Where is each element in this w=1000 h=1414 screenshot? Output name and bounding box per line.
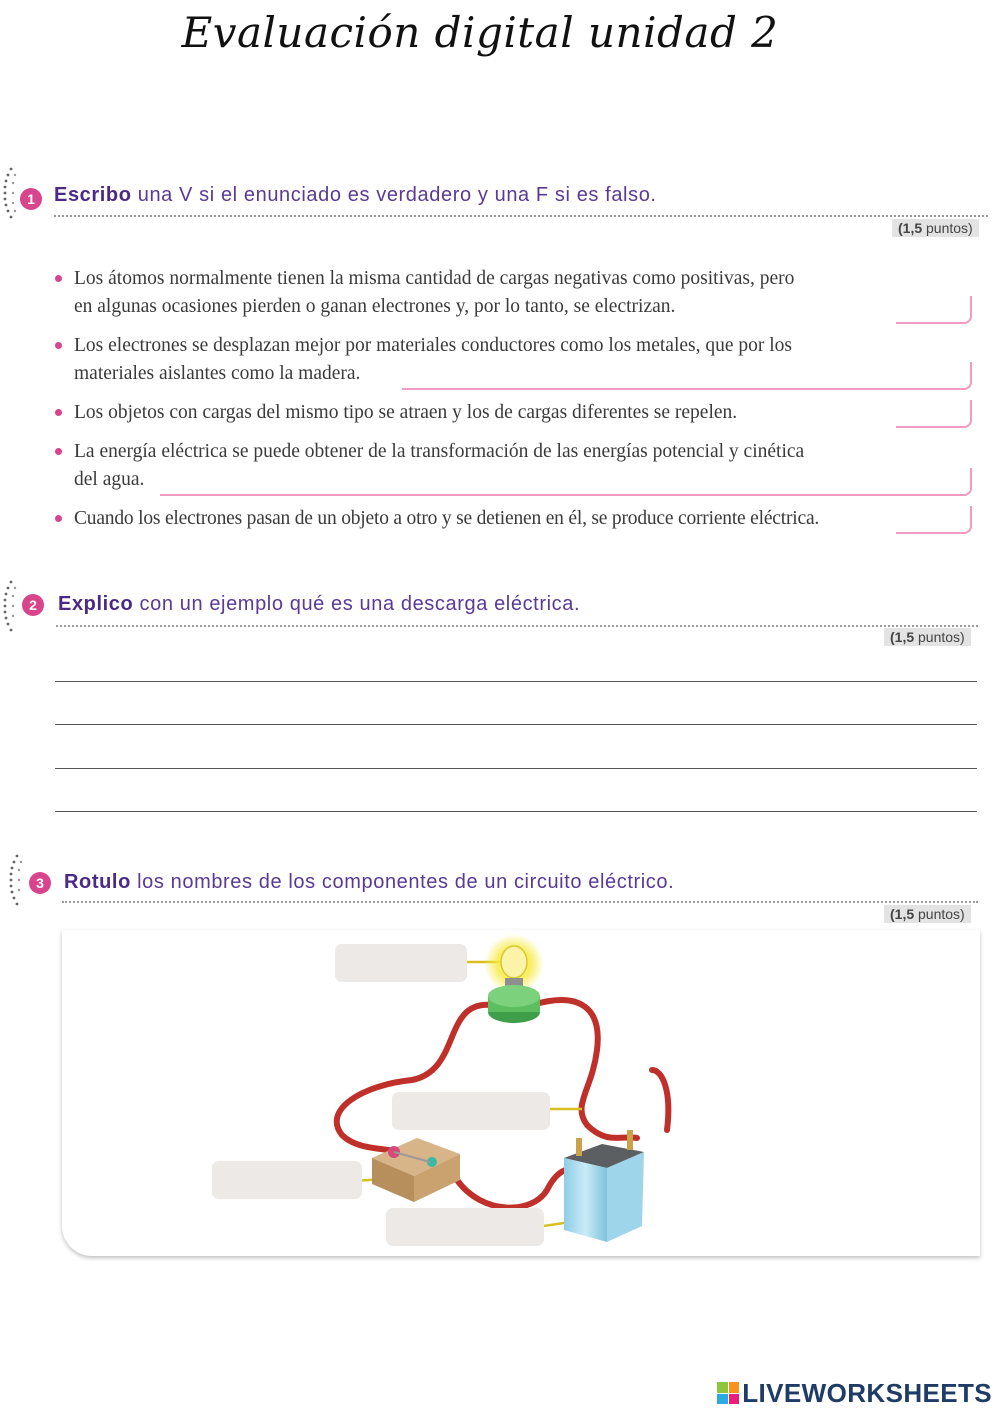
statement-4-line-2: del agua. xyxy=(74,469,145,490)
section-2-header xyxy=(0,578,990,658)
section-1-points xyxy=(892,219,979,237)
statement-4 xyxy=(74,438,894,494)
answer-box-1[interactable] xyxy=(896,296,972,324)
footer-brand-text: LIVEWORKSHEETS xyxy=(742,1377,992,1408)
section-2-points-unit: puntos) xyxy=(918,629,965,645)
bullet xyxy=(55,515,62,522)
bullet xyxy=(55,342,62,349)
statement-2 xyxy=(74,332,894,388)
label-slot-bulb[interactable] xyxy=(335,944,467,982)
battery-terminal xyxy=(576,1138,582,1156)
bullet xyxy=(55,275,62,282)
section-1-instruction xyxy=(54,184,657,207)
dots-decoration-icon xyxy=(2,165,20,225)
wire xyxy=(337,1005,492,1160)
statement-3 xyxy=(74,399,894,427)
section-1-header xyxy=(0,165,990,245)
answer-box-3[interactable] xyxy=(896,400,972,428)
statement-5-line-1: Cuando los electrones pasan de un objeto a otro y se detienen en él, se produce corriente eléctrica. xyxy=(74,508,820,529)
section-1-rule xyxy=(54,215,988,217)
bulb-glass xyxy=(501,946,527,978)
statement-5 xyxy=(74,505,904,533)
bullet xyxy=(55,409,62,416)
section-2-points xyxy=(884,628,971,646)
section-3-number: 3 xyxy=(29,872,51,894)
section-3-instruction xyxy=(64,871,674,894)
label-slot-wire[interactable] xyxy=(392,1092,550,1130)
section-3-keyword: Rotulo xyxy=(64,871,131,893)
section-2-points-value: (1,5 xyxy=(890,629,915,645)
circuit-diagram-panel xyxy=(62,930,980,1256)
answer-box-5[interactable] xyxy=(896,506,972,534)
answer-box-4[interactable] xyxy=(896,468,972,496)
section-3-header xyxy=(0,852,990,932)
statement-3-line-1: Los objetos con cargas del mismo tipo se atraen y los de cargas diferentes se repelen. xyxy=(74,402,738,423)
label-slot-switch[interactable] xyxy=(212,1161,362,1199)
statement-1-line-2: en algunas ocasiones pierden o ganan electrones y, por lo tanto, se electrizan. xyxy=(74,296,676,317)
section-3-points-unit: puntos) xyxy=(918,906,965,922)
battery-terminal xyxy=(627,1130,633,1150)
answer-line-1[interactable] xyxy=(55,681,977,682)
liveworksheets-logo-icon xyxy=(717,1382,739,1404)
bullet xyxy=(55,448,62,455)
footer-brand xyxy=(717,1378,992,1408)
answer-line-2[interactable] xyxy=(55,724,977,725)
section-2-number: 2 xyxy=(22,594,44,616)
section-2-rule xyxy=(56,625,978,627)
statement-1 xyxy=(74,265,894,321)
answer-box-2[interactable] xyxy=(896,362,972,390)
answer-line-4[interactable] xyxy=(55,811,977,812)
statement-4-line-1: La energía eléctrica se puede obtener de la transformación de las energías potencial y cinética xyxy=(74,441,805,462)
wire xyxy=(652,1070,668,1130)
statement-2-line-2: materiales aislantes como la madera. xyxy=(74,363,361,384)
section-3-text: los nombres de los componentes de un circuito eléctrico. xyxy=(137,871,675,893)
fill-line xyxy=(160,494,898,496)
statement-2-line-1: Los electrones se desplazan mejor por materiales conductores como los metales, que por los xyxy=(74,335,793,356)
section-3-rule xyxy=(62,901,978,903)
section-2-instruction xyxy=(58,593,580,616)
battery-body xyxy=(564,1158,607,1242)
section-2-text: con un ejemplo qué es una descarga eléctrica. xyxy=(139,593,581,615)
statement-1-line-1: Los átomos normalmente tienen la misma cantidad de cargas negativas como positivas, pero xyxy=(74,268,795,289)
bulb-base xyxy=(488,985,540,1007)
section-1-points-unit: puntos) xyxy=(926,220,973,236)
page-title: Evaluación digital unidad 2 xyxy=(181,8,779,57)
section-3-points xyxy=(884,905,971,923)
section-1-keyword: Escribo xyxy=(54,184,132,206)
section-2-keyword: Explico xyxy=(58,593,134,615)
section-1-number: 1 xyxy=(20,188,42,210)
answer-line-3[interactable] xyxy=(55,768,977,769)
section-1-text: una V si el enunciado es verdadero y una F si es falso. xyxy=(137,184,657,206)
fill-line xyxy=(402,388,898,390)
label-slot-battery[interactable] xyxy=(386,1208,544,1246)
section-3-points-value: (1,5 xyxy=(890,906,915,922)
dots-decoration-icon xyxy=(2,578,20,638)
section-1-points-value: (1,5 xyxy=(898,220,923,236)
dots-decoration-icon xyxy=(8,852,26,912)
